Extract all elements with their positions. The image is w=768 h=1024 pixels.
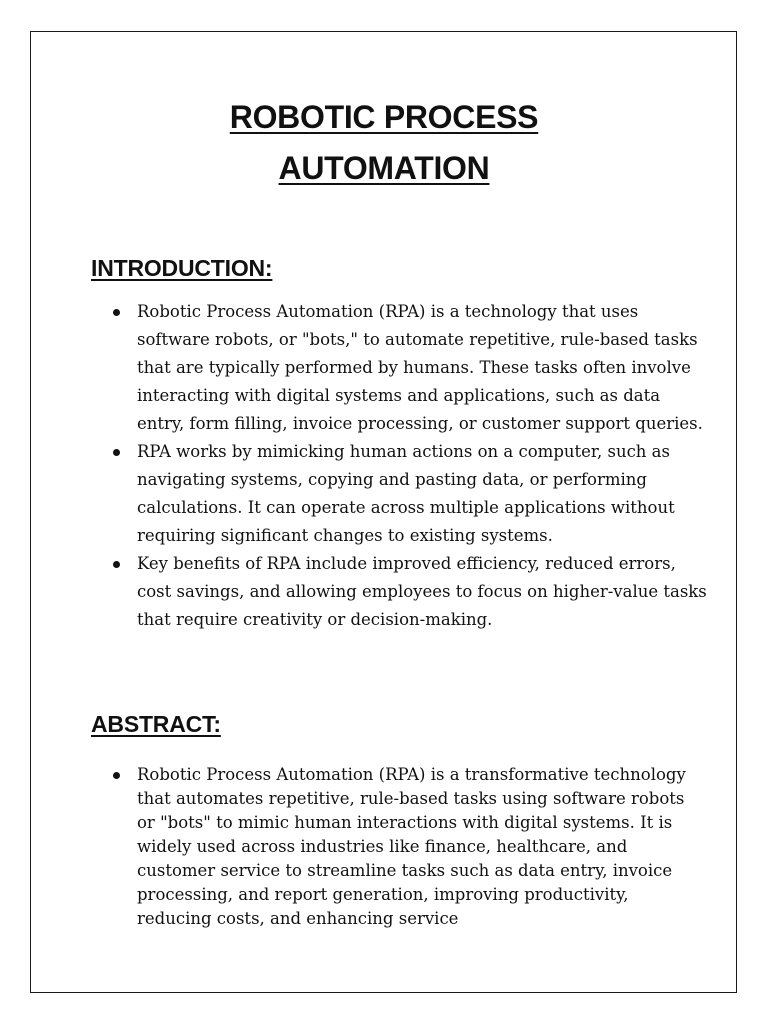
title-line-1: ROBOTIC PROCESS <box>229 99 539 135</box>
introduction-heading: INTRODUCTION: <box>91 255 273 281</box>
abstract-heading: ABSTRACT: <box>91 711 221 737</box>
document-title <box>31 92 737 194</box>
abstract-list <box>107 763 707 931</box>
document-page <box>30 31 737 993</box>
title-line-2: AUTOMATION <box>278 150 490 186</box>
list-item: Key benefits of RPA include improved efficiency, reduced errors, cost savings, and allowing employees to focus on higher-value tasks that require creativity or decision-making. <box>107 550 707 634</box>
list-item: Robotic Process Automation (RPA) is a technology that uses software robots, or "bots," to automate repetitive, rule-based tasks that are typically performed by humans. These tasks often involve interacting with digital systems and applications, such as data entry, form filling, invoice processing, or customer support queries. <box>107 298 707 438</box>
introduction-list <box>107 298 707 634</box>
list-item: RPA works by mimicking human actions on a computer, such as navigating systems, copying and pasting data, or performing calculations. It can operate across multiple applications without requiring significant changes to existing systems. <box>107 438 707 550</box>
list-item: Robotic Process Automation (RPA) is a transformative technology that automates repetitive, rule-based tasks using software robots or "bots" to mimic human interactions with digital systems. It is widely used across industries like finance, healthcare, and customer service to streamline tasks such as data entry, invoice processing, and report generation, improving productivity, reducing costs, and enhancing service <box>107 763 707 931</box>
